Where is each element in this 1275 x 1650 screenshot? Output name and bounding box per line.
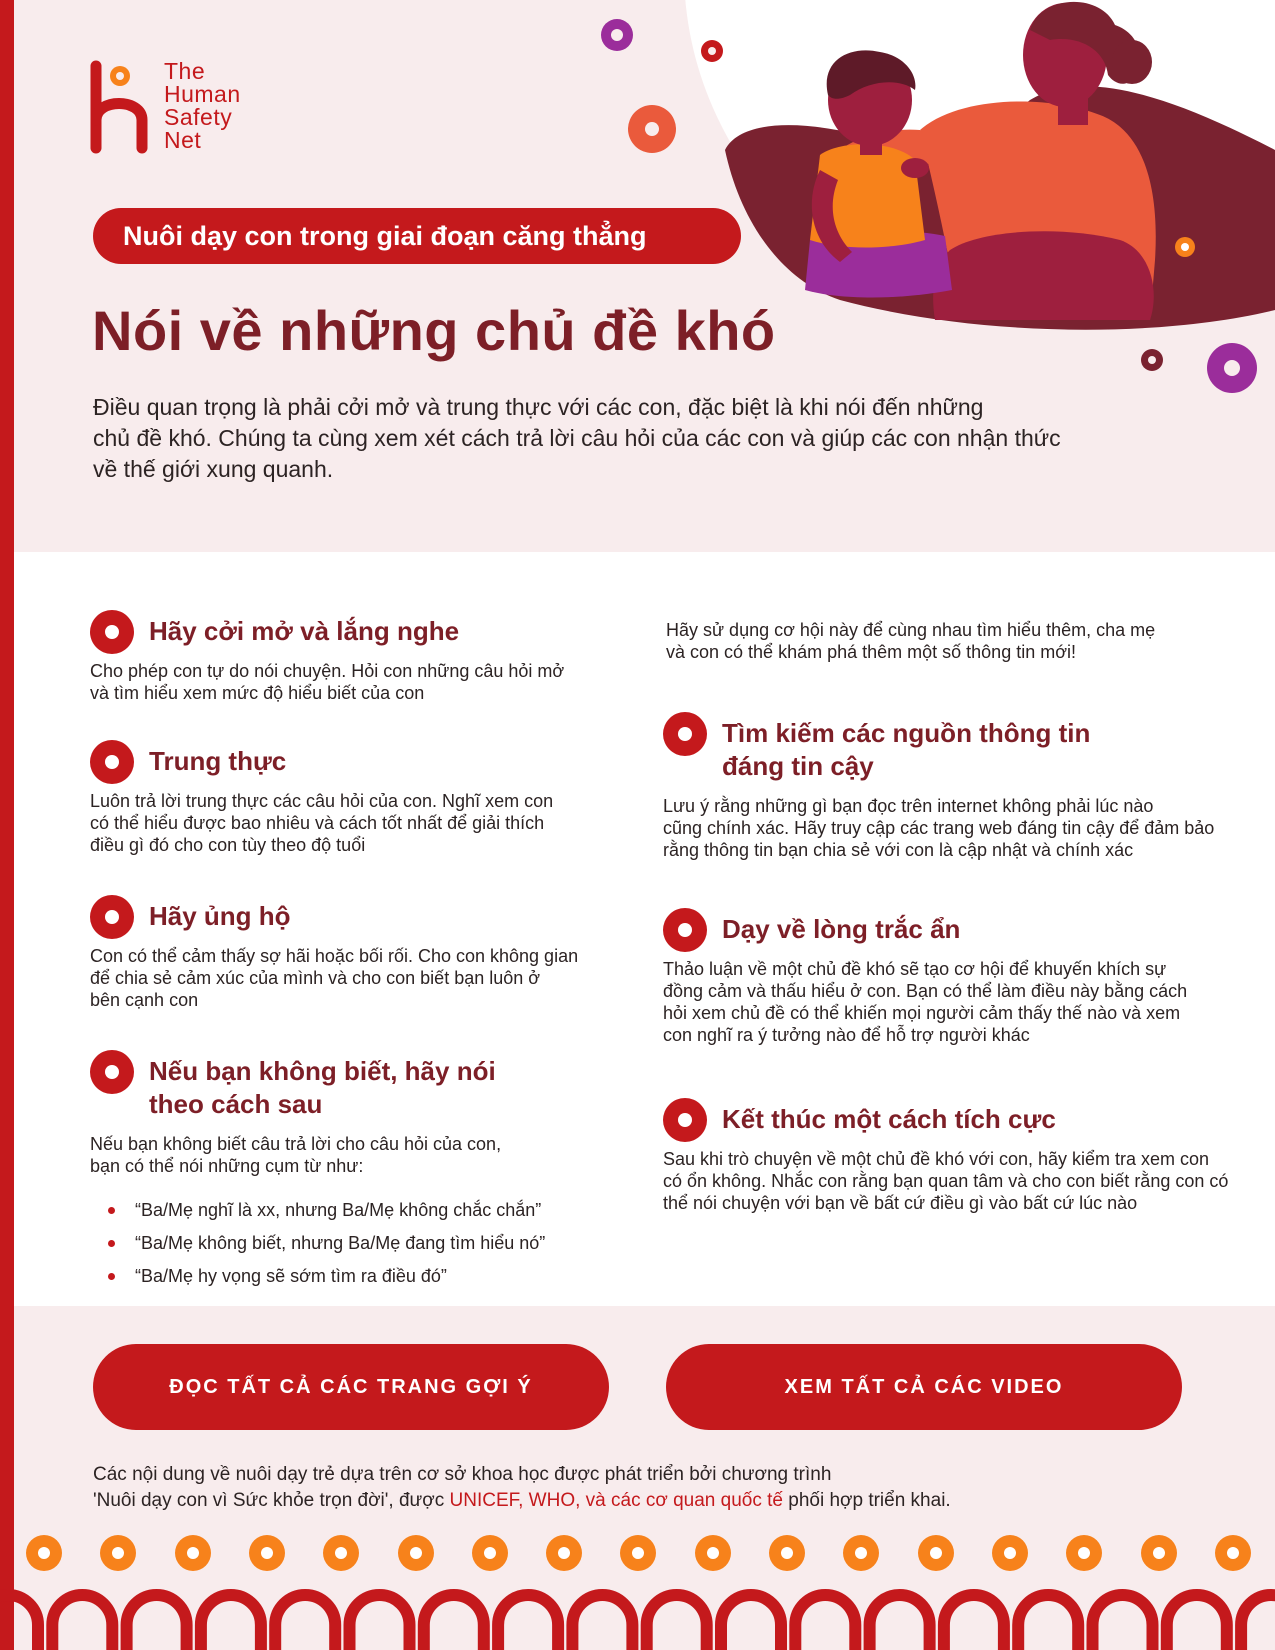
left-accent-bar xyxy=(0,0,14,1650)
tip-if-you-dont-know xyxy=(90,1050,650,1298)
intro-line: về thế giới xung quanh. xyxy=(93,456,334,482)
decorative-arch xyxy=(944,1595,1004,1650)
decorative-arch xyxy=(201,1595,261,1650)
decorative-arch xyxy=(647,1595,707,1650)
tip-title xyxy=(149,1050,650,1121)
tip-title: Hãy ủng hộ xyxy=(149,901,291,931)
decorative-arch xyxy=(1241,1595,1275,1650)
tip-body-line: Lưu ý rằng những gì bạn đọc trên internet không phải lúc nào xyxy=(663,796,1154,816)
logo-line: The xyxy=(164,58,206,84)
logo-line: Safety xyxy=(164,104,233,130)
section-bullet-icon xyxy=(90,740,134,784)
tip-body-line: bạn có thể nói những cụm từ như: xyxy=(90,1156,364,1176)
decorative-ring-icon xyxy=(1141,349,1163,371)
tip-end-positively xyxy=(663,1098,1263,1214)
decorative-ring-icon xyxy=(628,105,676,153)
decorative-dot-icon xyxy=(1141,1535,1177,1571)
section-bullet-icon xyxy=(90,895,134,939)
decorative-arch xyxy=(424,1595,484,1650)
section-bullet-icon xyxy=(663,712,707,756)
credit-line: Các nội dung về nuôi dạy trẻ dựa trên cơ sở khoa học được phát triển bởi chương trình xyxy=(93,1464,832,1485)
tip-body-line: đồng cảm và thấu hiểu ở con. Bạn có thể làm điều này bằng cách xyxy=(663,981,1188,1001)
watch-all-videos-button[interactable]: XEM TẤT CẢ CÁC VIDEO xyxy=(666,1344,1182,1430)
decorative-dot-icon xyxy=(546,1535,582,1571)
tip-open-and-listen xyxy=(90,610,610,704)
tip-body-line: Con có thể cảm thấy sợ hãi hoặc bối rối. Cho con không gian xyxy=(90,946,579,966)
section-bullet-icon xyxy=(663,1098,707,1142)
decorative-dot-icon xyxy=(323,1535,359,1571)
decorative-dot-icon xyxy=(1215,1535,1251,1571)
tip-body xyxy=(663,795,1263,861)
tip-title-line: Tìm kiếm các nguồn thông tin xyxy=(722,718,1091,748)
tip-continuation xyxy=(666,619,1266,663)
decorative-dot-icon xyxy=(472,1535,508,1571)
tip-body-line: có ổn không. Nhắc con rằng bạn quan tâm và cho con biết rằng con có xyxy=(663,1171,1229,1191)
partners-link[interactable]: UNICEF, WHO, và các cơ quan quốc tế xyxy=(449,1490,783,1511)
page-title: Nói về những chủ đề khó xyxy=(92,299,776,362)
decorative-dot-icon xyxy=(100,1535,136,1571)
parent-child-illustration xyxy=(720,0,1275,340)
credit-text-part: 'Nuôi dạy con vì Sức khỏe trọn đời', được xyxy=(93,1490,450,1511)
decorative-arch xyxy=(721,1595,781,1650)
tip-body-line: và con có thể khám phá thêm một số thông tin mới! xyxy=(666,642,1077,662)
phrase-list xyxy=(90,1199,650,1287)
decorative-arch xyxy=(795,1595,855,1650)
decorative-dot-icon xyxy=(620,1535,656,1571)
decorative-arch xyxy=(52,1595,112,1650)
credit-text xyxy=(93,1462,1193,1514)
intro-line: Điều quan trọng là phải cởi mở và trung thực với các con, đặc biệt là khi nói đến những xyxy=(93,394,984,420)
tip-body-line: Nếu bạn không biết câu trả lời cho câu hỏi của con, xyxy=(90,1134,502,1154)
tip-title: Trung thực xyxy=(149,746,287,776)
tip-body-line: cũng chính xác. Hãy truy cập các trang web đáng tin cậy để đảm bảo xyxy=(663,818,1215,838)
decorative-dot-icon xyxy=(918,1535,954,1571)
tip-body-line: con nghĩ ra ý tưởng nào để hỗ trợ người khác xyxy=(663,1025,1030,1045)
decorative-dot-icon xyxy=(695,1535,731,1571)
tip-body xyxy=(90,660,610,704)
tip-body-line: để chia sẻ cảm xúc của mình và cho con biết bạn luôn ở xyxy=(90,968,541,988)
tip-body xyxy=(663,958,1263,1046)
tip-title: Kết thúc một cách tích cực xyxy=(722,1104,1056,1134)
decorative-arch xyxy=(1018,1595,1078,1650)
tip-honest xyxy=(90,740,610,856)
decorative-arch xyxy=(1167,1595,1227,1650)
tip-body xyxy=(90,790,610,856)
list-item: “Ba/Mẹ hy vọng sẽ sớm tìm ra điều đó” xyxy=(108,1265,650,1287)
tip-body xyxy=(90,945,610,1011)
h-logo-icon xyxy=(90,58,152,154)
decorative-arches xyxy=(0,1580,1275,1650)
tip-body-line: thể nói chuyện với bạn về bất cứ điều gì vào bất cứ lúc nào xyxy=(663,1193,1138,1213)
decorative-dot-icon xyxy=(992,1535,1028,1571)
decorative-dot-icon xyxy=(398,1535,434,1571)
decorative-arch xyxy=(127,1595,187,1650)
tip-body-line: và tìm hiểu xem mức độ hiểu biết của con xyxy=(90,683,425,703)
tip-title xyxy=(722,712,1263,783)
tip-body xyxy=(90,1133,650,1177)
read-all-tips-button[interactable]: ĐỌC TẤT CẢ CÁC TRANG GỢI Ý xyxy=(93,1344,609,1430)
logo-line: Human xyxy=(164,81,241,107)
decorative-dot-icon xyxy=(1066,1535,1102,1571)
tip-trusted-sources xyxy=(663,712,1263,861)
intro-line: chủ đề khó. Chúng ta cùng xem xét cách trả lời câu hỏi của các con và giúp các con nhận thức xyxy=(93,425,1061,451)
decorative-dot-icon xyxy=(175,1535,211,1571)
tip-body-line: điều gì đó cho con tùy theo độ tuổi xyxy=(90,835,366,855)
section-bullet-icon xyxy=(90,1050,134,1094)
decorative-ring-icon xyxy=(701,40,723,62)
tip-body-line: Sau khi trò chuyện về một chủ đề khó với con, hãy kiểm tra xem con xyxy=(663,1149,1210,1169)
tip-title: Hãy cởi mở và lắng nghe xyxy=(149,616,460,646)
tip-body-line: Cho phép con tự do nói chuyện. Hỏi con những câu hỏi mở xyxy=(90,661,565,681)
decorative-arch xyxy=(275,1595,335,1650)
decorative-ring-icon xyxy=(601,19,633,51)
logo-text xyxy=(164,60,241,154)
decorative-dot-icon xyxy=(26,1535,62,1571)
tip-supportive xyxy=(90,895,610,1011)
tip-body-line: Thảo luận về một chủ đề khó sẽ tạo cơ hội để khuyến khích sự xyxy=(663,959,1167,979)
decorative-dot-icon xyxy=(769,1535,805,1571)
decorative-arch xyxy=(498,1595,558,1650)
tip-title-line: Nếu bạn không biết, hãy nói xyxy=(149,1056,496,1086)
tip-body-line: Luôn trả lời trung thực các câu hỏi của con. Nghĩ xem con xyxy=(90,791,554,811)
tip-body-line: rằng thông tin bạn chia sẻ với con là cập nhật và chính xác xyxy=(663,840,1134,860)
section-bullet-icon xyxy=(90,610,134,654)
list-item: “Ba/Mẹ không biết, nhưng Ba/Mẹ đang tìm hiểu nó” xyxy=(108,1232,650,1254)
series-subtitle: Nuôi dạy con trong giai đoạn căng thẳng xyxy=(93,208,741,264)
decorative-dot-icon xyxy=(249,1535,285,1571)
list-item: “Ba/Mẹ nghĩ là xx, nhưng Ba/Mẹ không chắc chắn” xyxy=(108,1199,650,1221)
credit-line xyxy=(93,1488,1193,1514)
tip-body-line: có thể hiểu được bao nhiêu và cách tốt nhất để giải thích xyxy=(90,813,545,833)
decorative-arch xyxy=(870,1595,930,1650)
tip-body-line: hỏi xem chủ đề có thể khiến mọi người cảm thấy thế nào và xem xyxy=(663,1003,1181,1023)
credit-text-part: phối hợp triển khai. xyxy=(782,1490,951,1511)
tip-title: Dạy về lòng trắc ẩn xyxy=(722,914,961,944)
decorative-arch xyxy=(350,1595,410,1650)
tip-body xyxy=(663,1148,1263,1214)
tip-title-line: theo cách sau xyxy=(149,1089,323,1119)
decorative-dots-row xyxy=(0,1535,1275,1571)
tip-compassion xyxy=(663,908,1263,1046)
logo xyxy=(90,58,241,154)
decorative-arch xyxy=(1093,1595,1153,1650)
tip-title-line: đáng tin cậy xyxy=(722,751,874,781)
decorative-arch xyxy=(572,1595,632,1650)
tip-body xyxy=(666,619,1266,663)
tip-body-line: Hãy sử dụng cơ hội này để cùng nhau tìm hiểu thêm, cha mẹ xyxy=(666,620,1156,640)
decorative-dot-icon xyxy=(843,1535,879,1571)
tip-body-line: bên cạnh con xyxy=(90,990,199,1010)
section-bullet-icon xyxy=(663,908,707,952)
logo-line: Net xyxy=(164,127,202,153)
decorative-arch xyxy=(0,1595,38,1650)
intro-paragraph xyxy=(93,392,1193,485)
decorative-ring-icon xyxy=(1207,343,1257,393)
